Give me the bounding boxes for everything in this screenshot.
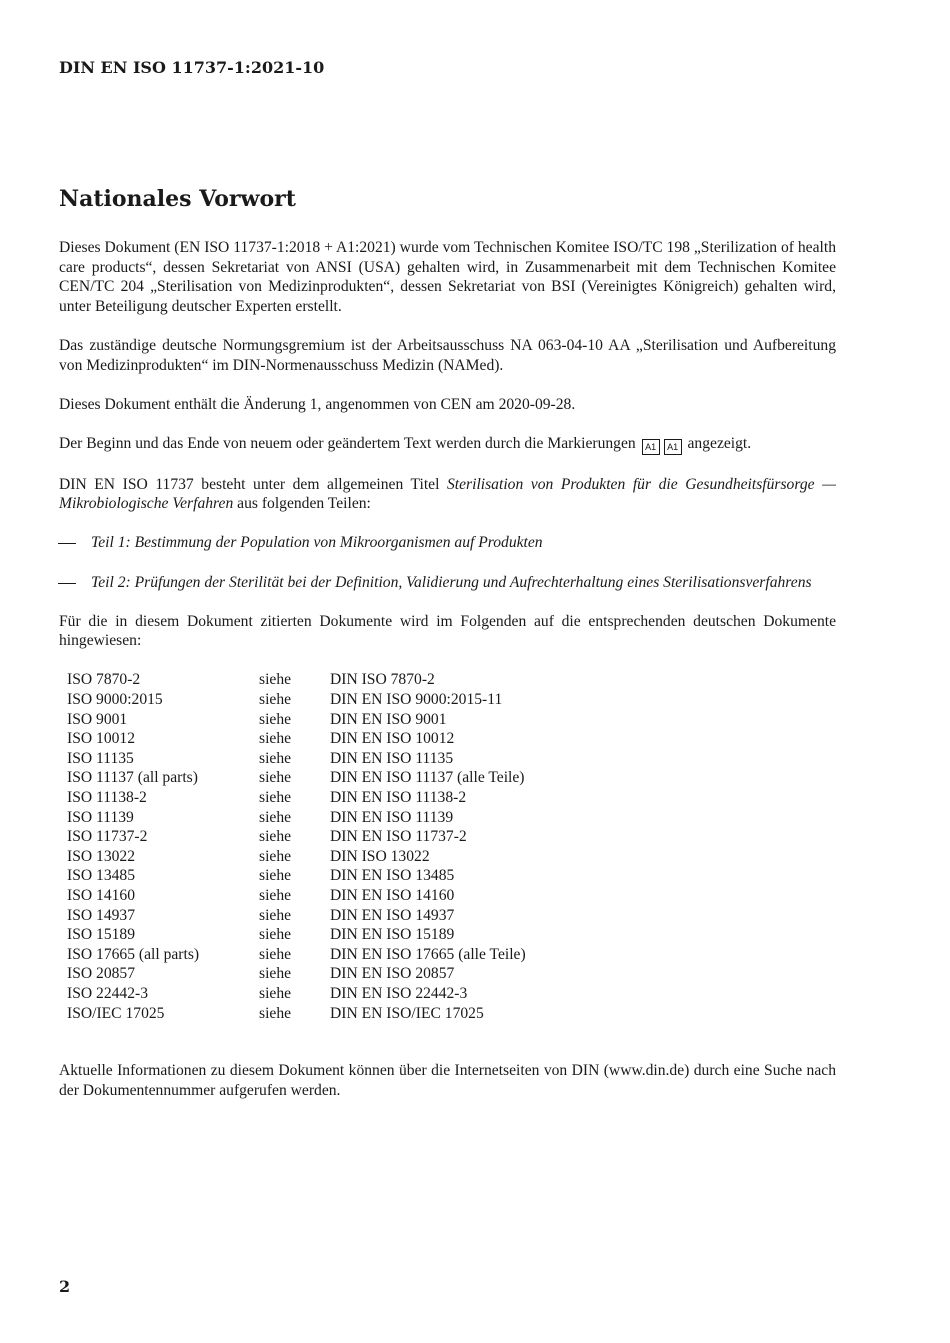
iso-reference: ISO 15189 <box>67 926 136 944</box>
din-reference: DIN EN ISO 20857 <box>330 965 455 983</box>
iso-reference: ISO 9000:2015 <box>67 691 163 709</box>
table-row <box>67 788 836 808</box>
din-reference: DIN EN ISO 11138-2 <box>330 789 467 807</box>
series-prefix: DIN EN ISO 11737 besteht unter dem allgemeinen Titel <box>59 475 440 493</box>
siehe-label: siehe <box>259 691 292 709</box>
list-item <box>59 533 836 553</box>
iso-reference: ISO 13022 <box>67 847 136 865</box>
din-reference: DIN EN ISO 14160 <box>330 887 455 904</box>
siehe-label: siehe <box>259 867 292 885</box>
siehe-label: siehe <box>259 828 292 846</box>
page-number: 2 <box>59 1277 71 1296</box>
iso-reference: ISO 9001 <box>67 710 128 728</box>
paragraph-online-info: Aktuelle Informationen zu diesem Dokument können über die Internetseiten von DIN (www.din.de) durch eine Suche nach der Dokumentennummer aufgerufen werden. <box>59 1062 836 1099</box>
siehe-label: siehe <box>259 887 292 904</box>
paragraph-markings <box>59 434 836 455</box>
paragraph-amendment: Dieses Dokument enthält die Änderung 1, angenommen von CEN am 2020-09-28. <box>59 395 576 413</box>
table-row <box>67 690 836 710</box>
siehe-label: siehe <box>259 710 292 728</box>
table-row <box>67 984 836 1004</box>
iso-reference: ISO 17665 (all parts) <box>67 945 200 963</box>
series-suffix: aus folgenden Teilen: <box>237 495 371 513</box>
siehe-label: siehe <box>259 789 292 807</box>
iso-reference: ISO 11135 <box>67 749 134 767</box>
din-reference: DIN EN ISO 13485 <box>330 867 455 885</box>
page-title: Nationales Vorwort <box>59 186 296 212</box>
iso-reference: ISO 20857 <box>67 965 136 983</box>
iso-reference: ISO 14160 <box>67 887 136 904</box>
table-row <box>67 886 836 906</box>
table-row <box>67 670 836 690</box>
table-row <box>67 710 836 730</box>
siehe-label: siehe <box>259 847 292 865</box>
din-reference: DIN ISO 7870-2 <box>330 671 435 689</box>
siehe-label: siehe <box>259 1004 292 1022</box>
din-reference: DIN EN ISO 14937 <box>330 906 455 924</box>
iso-reference: ISO 11139 <box>67 808 134 826</box>
amendment-end-mark-icon: A1 <box>664 439 682 455</box>
din-reference: DIN ISO 13022 <box>330 847 430 865</box>
list-item <box>59 573 836 593</box>
din-reference: DIN EN ISO 22442-3 <box>330 984 468 1002</box>
din-reference: DIN EN ISO/IEC 17025 <box>330 1004 484 1022</box>
siehe-label: siehe <box>259 671 292 689</box>
table-row <box>67 866 836 886</box>
siehe-label: siehe <box>259 730 292 748</box>
din-reference: DIN EN ISO 11137 (alle Teile) <box>330 769 525 787</box>
siehe-label: siehe <box>259 926 292 944</box>
siehe-label: siehe <box>259 906 292 924</box>
part-2-title: Teil 2: Prüfungen der Sterilität bei der Definition, Validierung und Aufrechterhaltung eines Sterilisationsverfahrens <box>91 573 812 591</box>
iso-reference: ISO 11737-2 <box>67 828 148 846</box>
table-row <box>67 906 836 926</box>
din-reference: DIN EN ISO 9001 <box>330 710 447 728</box>
din-reference: DIN EN ISO 17665 (alle Teile) <box>330 945 526 963</box>
din-reference: DIN EN ISO 9000:2015-11 <box>330 691 503 709</box>
series-title: Sterilisation von Produkten für die Gesundheitsfürsorge — Mikrobiologische Verfahren <box>59 475 836 513</box>
din-reference: DIN EN ISO 11139 <box>330 808 454 826</box>
iso-reference: ISO 11138-2 <box>67 789 147 807</box>
iso-reference: ISO 10012 <box>67 730 136 748</box>
paragraph-series-title <box>59 475 836 514</box>
table-row <box>67 749 836 769</box>
paragraph-standards-body: Das zuständige deutsche Normungsgremium ist der Arbeitsausschuss NA 063-04-10 AA „Sterilisation und Aufbereitung von Medizinprodukten“ im DIN-Normenausschuss Medizin (NAMed). <box>59 336 836 374</box>
siehe-label: siehe <box>259 965 292 983</box>
siehe-label: siehe <box>259 945 292 963</box>
reference-table <box>67 670 836 1023</box>
table-row <box>67 729 836 749</box>
table-row <box>67 964 836 984</box>
table-row <box>67 847 836 867</box>
siehe-label: siehe <box>259 749 292 767</box>
din-reference: DIN EN ISO 15189 <box>330 926 455 944</box>
document-header-id: DIN EN ISO 11737-1:2021-10 <box>59 58 325 77</box>
siehe-label: siehe <box>259 808 292 826</box>
table-row <box>67 945 836 965</box>
din-reference: DIN EN ISO 10012 <box>330 730 455 748</box>
din-reference: DIN EN ISO 11135 <box>330 749 454 767</box>
table-row <box>67 925 836 945</box>
table-row <box>67 768 836 788</box>
iso-reference: ISO 13485 <box>67 867 136 885</box>
paragraph-references-intro: Für die in diesem Dokument zitierten Dokumente wird im Folgenden auf die entsprechenden deutschen Dokumente hingewiesen: <box>59 612 836 650</box>
paragraph-committee: Dieses Dokument (EN ISO 11737-1:2018 + A1:2021) wurde vom Technischen Komitee ISO/TC 198 „Sterilization of health care products“, dessen Sekretariat von ANSI (USA) gehalten wird, in Zusammenarbeit mit dem Technischen Komitee CEN/TC 204 „Sterilisation von Medizinprodukten“, dessen Sekretariat von BSI (Vereinigtes Königreich) gehalten wird, unter Beteiligung deutscher Experten erstellt. <box>59 239 836 315</box>
amendment-start-mark-icon: A1 <box>642 439 660 455</box>
table-row <box>67 1004 836 1024</box>
table-row <box>67 827 836 847</box>
iso-reference: ISO 11137 (all parts) <box>67 769 198 787</box>
document-body <box>59 238 836 1120</box>
iso-reference: ISO 14937 <box>67 906 136 924</box>
table-row <box>67 808 836 828</box>
markings-tail: angezeigt. <box>687 434 752 452</box>
iso-reference: ISO 7870-2 <box>67 671 141 689</box>
siehe-label: siehe <box>259 984 292 1002</box>
markings-text: Der Beginn und das Ende von neuem oder geändertem Text werden durch die Markierungen <box>59 434 636 452</box>
din-reference: DIN EN ISO 11737-2 <box>330 828 467 846</box>
iso-reference: ISO 22442-3 <box>67 984 148 1002</box>
siehe-label: siehe <box>259 769 292 787</box>
iso-reference: ISO/IEC 17025 <box>67 1004 165 1022</box>
part-1-title: Teil 1: Bestimmung der Population von Mikroorganismen auf Produkten <box>91 534 543 552</box>
